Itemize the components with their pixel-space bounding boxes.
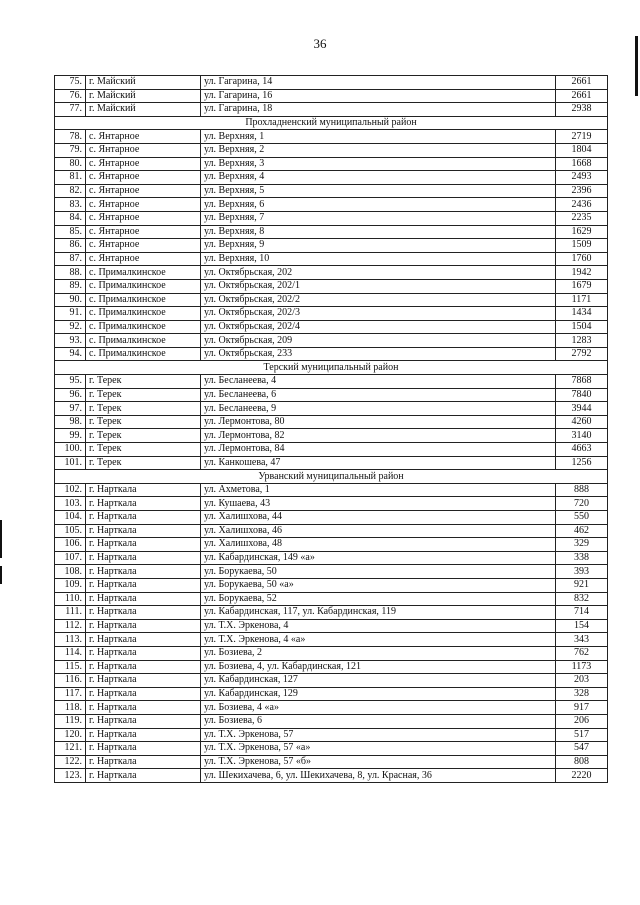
row-number: 76.	[55, 89, 86, 103]
address-cell: ул. Гагарина, 16	[201, 89, 556, 103]
scan-edge-mark	[635, 36, 638, 96]
table-row	[55, 239, 608, 253]
row-number: 96.	[55, 388, 86, 402]
value-cell: 2396	[556, 184, 608, 198]
table-row	[55, 402, 608, 416]
value-cell: 1504	[556, 320, 608, 334]
settlement-cell: с. Янтарное	[86, 157, 201, 171]
address-cell: ул. Халишхова, 48	[201, 538, 556, 552]
section-title: Терский муниципальный район	[55, 361, 608, 375]
value-cell: 517	[556, 728, 608, 742]
table-row	[55, 578, 608, 592]
table-row	[55, 619, 608, 633]
table-row	[55, 755, 608, 769]
row-number: 84.	[55, 211, 86, 225]
settlement-cell: г. Нарткала	[86, 728, 201, 742]
value-cell: 3944	[556, 402, 608, 416]
value-cell: 329	[556, 538, 608, 552]
address-cell: ул. Верхняя, 2	[201, 143, 556, 157]
settlement-cell: г. Нарткала	[86, 578, 201, 592]
settlement-cell: г. Нарткала	[86, 660, 201, 674]
table-row	[55, 633, 608, 647]
settlement-cell: г. Нарткала	[86, 619, 201, 633]
row-number: 118.	[55, 701, 86, 715]
value-cell: 3140	[556, 429, 608, 443]
row-number: 103.	[55, 497, 86, 511]
address-cell: ул. Т.Х. Эркенова, 4	[201, 619, 556, 633]
value-cell: 338	[556, 551, 608, 565]
table-row	[55, 769, 608, 783]
value-cell: 2220	[556, 769, 608, 783]
address-cell: ул. Лермонтова, 84	[201, 443, 556, 457]
table-row	[55, 293, 608, 307]
row-number: 82.	[55, 184, 86, 198]
settlement-cell: г. Нарткала	[86, 551, 201, 565]
address-cell: ул. Октябрьская, 202	[201, 266, 556, 280]
settlement-cell: г. Нарткала	[86, 483, 201, 497]
scan-edge-mark	[0, 566, 2, 584]
table-row	[55, 225, 608, 239]
row-number: 93.	[55, 334, 86, 348]
settlement-cell: с. Прималкинское	[86, 307, 201, 321]
value-cell: 1173	[556, 660, 608, 674]
row-number: 106.	[55, 538, 86, 552]
row-number: 94.	[55, 347, 86, 361]
row-number: 81.	[55, 171, 86, 185]
row-number: 111.	[55, 606, 86, 620]
table-row	[55, 592, 608, 606]
table-row	[55, 660, 608, 674]
settlement-cell: с. Янтарное	[86, 198, 201, 212]
value-cell: 393	[556, 565, 608, 579]
address-cell: ул. Бозиева, 2	[201, 646, 556, 660]
value-cell: 921	[556, 578, 608, 592]
table-row	[55, 565, 608, 579]
table-row	[55, 388, 608, 402]
settlement-cell: г. Терек	[86, 388, 201, 402]
address-cell: ул. Борукаева, 50	[201, 565, 556, 579]
table-row	[55, 171, 608, 185]
table-row	[55, 687, 608, 701]
value-cell: 547	[556, 742, 608, 756]
row-number: 119.	[55, 714, 86, 728]
table-row	[55, 103, 608, 117]
row-number: 89.	[55, 279, 86, 293]
row-number: 117.	[55, 687, 86, 701]
row-number: 120.	[55, 728, 86, 742]
address-cell: ул. Гагарина, 14	[201, 76, 556, 90]
address-cell: ул. Верхняя, 6	[201, 198, 556, 212]
row-number: 104.	[55, 511, 86, 525]
address-cell: ул. Верхняя, 5	[201, 184, 556, 198]
value-cell: 1256	[556, 456, 608, 470]
settlement-cell: г. Нарткала	[86, 497, 201, 511]
address-cell: ул. Т.Х. Эркенова, 57 «б»	[201, 755, 556, 769]
row-number: 88.	[55, 266, 86, 280]
row-number: 90.	[55, 293, 86, 307]
address-cell: ул. Кабардинская, 149 «а»	[201, 551, 556, 565]
settlement-cell: с. Янтарное	[86, 225, 201, 239]
address-cell: ул. Верхняя, 9	[201, 239, 556, 253]
section-title: Прохладненский муниципальный район	[55, 116, 608, 130]
address-cell: ул. Кабардинская, 127	[201, 674, 556, 688]
table-row	[55, 646, 608, 660]
settlement-cell: г. Майский	[86, 89, 201, 103]
row-number: 92.	[55, 320, 86, 334]
address-cell: ул. Октябрьская, 202/4	[201, 320, 556, 334]
value-cell: 1283	[556, 334, 608, 348]
row-number: 116.	[55, 674, 86, 688]
address-cell: ул. Октябрьская, 233	[201, 347, 556, 361]
row-number: 75.	[55, 76, 86, 90]
settlement-cell: г. Терек	[86, 456, 201, 470]
row-number: 109.	[55, 578, 86, 592]
value-cell: 2661	[556, 89, 608, 103]
table-row	[55, 538, 608, 552]
row-number: 101.	[55, 456, 86, 470]
table-row	[55, 157, 608, 171]
scan-edge-mark	[0, 520, 2, 558]
row-number: 107.	[55, 551, 86, 565]
address-cell: ул. Октябрьская, 202/1	[201, 279, 556, 293]
settlement-cell: с. Прималкинское	[86, 320, 201, 334]
value-cell: 1509	[556, 239, 608, 253]
address-cell: ул. Верхняя, 3	[201, 157, 556, 171]
value-cell: 2719	[556, 130, 608, 144]
value-cell: 762	[556, 646, 608, 660]
row-number: 86.	[55, 239, 86, 253]
table-row	[55, 266, 608, 280]
value-cell: 550	[556, 511, 608, 525]
row-number: 105.	[55, 524, 86, 538]
row-number: 79.	[55, 143, 86, 157]
settlement-cell: с. Прималкинское	[86, 266, 201, 280]
settlement-cell: с. Прималкинское	[86, 334, 201, 348]
address-cell: ул. Лермонтова, 82	[201, 429, 556, 443]
table-row	[55, 524, 608, 538]
value-cell: 808	[556, 755, 608, 769]
settlement-cell: г. Нарткала	[86, 701, 201, 715]
address-cell: ул. Верхняя, 1	[201, 130, 556, 144]
row-number: 80.	[55, 157, 86, 171]
row-number: 121.	[55, 742, 86, 756]
table-row	[55, 674, 608, 688]
settlement-cell: г. Нарткала	[86, 606, 201, 620]
value-cell: 2938	[556, 103, 608, 117]
address-cell: ул. Т.Х. Эркенова, 57 «а»	[201, 742, 556, 756]
value-cell: 2661	[556, 76, 608, 90]
settlement-cell: с. Янтарное	[86, 252, 201, 266]
table-row	[55, 252, 608, 266]
value-cell: 1171	[556, 293, 608, 307]
value-cell: 462	[556, 524, 608, 538]
row-number: 100.	[55, 443, 86, 457]
table-row	[55, 456, 608, 470]
row-number: 114.	[55, 646, 86, 660]
value-cell: 832	[556, 592, 608, 606]
address-cell: ул. Лермонтова, 80	[201, 415, 556, 429]
address-cell: ул. Бозиева, 6	[201, 714, 556, 728]
table-row	[55, 606, 608, 620]
settlement-cell: г. Терек	[86, 429, 201, 443]
settlement-cell: г. Майский	[86, 103, 201, 117]
table-row	[55, 415, 608, 429]
table-row	[55, 701, 608, 715]
value-cell: 2493	[556, 171, 608, 185]
address-cell: ул. Бесланеева, 6	[201, 388, 556, 402]
address-table-body	[55, 76, 608, 783]
address-cell: ул. Бесланеева, 4	[201, 375, 556, 389]
address-cell: ул. Верхняя, 10	[201, 252, 556, 266]
address-cell: ул. Верхняя, 7	[201, 211, 556, 225]
row-number: 83.	[55, 198, 86, 212]
table-row	[55, 143, 608, 157]
address-cell: ул. Октябрьская, 209	[201, 334, 556, 348]
row-number: 108.	[55, 565, 86, 579]
table-row	[55, 497, 608, 511]
value-cell: 7868	[556, 375, 608, 389]
address-cell: ул. Гагарина, 18	[201, 103, 556, 117]
row-number: 112.	[55, 619, 86, 633]
row-number: 85.	[55, 225, 86, 239]
address-cell: ул. Бозиева, 4 «а»	[201, 701, 556, 715]
address-cell: ул. Бесланеева, 9	[201, 402, 556, 416]
section-header-row	[55, 361, 608, 375]
row-number: 110.	[55, 592, 86, 606]
address-cell: ул. Кабардинская, 129	[201, 687, 556, 701]
row-number: 87.	[55, 252, 86, 266]
value-cell: 7840	[556, 388, 608, 402]
row-number: 102.	[55, 483, 86, 497]
settlement-cell: г. Нарткала	[86, 687, 201, 701]
value-cell: 2436	[556, 198, 608, 212]
settlement-cell: с. Янтарное	[86, 143, 201, 157]
value-cell: 1629	[556, 225, 608, 239]
table-row	[55, 551, 608, 565]
settlement-cell: с. Прималкинское	[86, 293, 201, 307]
settlement-cell: г. Майский	[86, 76, 201, 90]
table-row	[55, 429, 608, 443]
address-cell: ул. Октябрьская, 202/3	[201, 307, 556, 321]
page-number: 36	[313, 36, 327, 51]
address-cell: ул. Т.Х. Эркенова, 4 «а»	[201, 633, 556, 647]
section-header-row	[55, 116, 608, 130]
settlement-cell: г. Нарткала	[86, 511, 201, 525]
table-row	[55, 511, 608, 525]
value-cell: 1434	[556, 307, 608, 321]
row-number: 98.	[55, 415, 86, 429]
section-header-row	[55, 470, 608, 484]
table-row	[55, 728, 608, 742]
value-cell: 1679	[556, 279, 608, 293]
value-cell: 343	[556, 633, 608, 647]
table-row	[55, 211, 608, 225]
settlement-cell: г. Нарткала	[86, 538, 201, 552]
settlement-cell: г. Нарткала	[86, 714, 201, 728]
settlement-cell: г. Нарткала	[86, 633, 201, 647]
address-table	[54, 75, 608, 783]
table-row	[55, 714, 608, 728]
row-number: 95.	[55, 375, 86, 389]
table-row	[55, 198, 608, 212]
value-cell: 4260	[556, 415, 608, 429]
table-row	[55, 279, 608, 293]
address-cell: ул. Т.Х. Эркенова, 57	[201, 728, 556, 742]
settlement-cell: г. Нарткала	[86, 565, 201, 579]
table-row	[55, 76, 608, 90]
address-cell: ул. Кушаева, 43	[201, 497, 556, 511]
table-row	[55, 483, 608, 497]
settlement-cell: г. Терек	[86, 443, 201, 457]
table-row	[55, 347, 608, 361]
table-row	[55, 89, 608, 103]
settlement-cell: г. Нарткала	[86, 742, 201, 756]
row-number: 91.	[55, 307, 86, 321]
value-cell: 203	[556, 674, 608, 688]
row-number: 78.	[55, 130, 86, 144]
address-cell: ул. Октябрьская, 202/2	[201, 293, 556, 307]
settlement-cell: г. Нарткала	[86, 674, 201, 688]
value-cell: 2792	[556, 347, 608, 361]
settlement-cell: с. Янтарное	[86, 171, 201, 185]
settlement-cell: г. Нарткала	[86, 755, 201, 769]
table-row	[55, 375, 608, 389]
value-cell: 4663	[556, 443, 608, 457]
table-row	[55, 307, 608, 321]
settlement-cell: г. Терек	[86, 402, 201, 416]
settlement-cell: г. Терек	[86, 375, 201, 389]
address-cell: ул. Шекихачева, 6, ул. Шекихачева, 8, ул. Красная, 36	[201, 769, 556, 783]
table-row	[55, 443, 608, 457]
address-cell: ул. Кабардинская, 117, ул. Кабардинская, 119	[201, 606, 556, 620]
settlement-cell: с. Янтарное	[86, 184, 201, 198]
table-row	[55, 334, 608, 348]
value-cell: 1760	[556, 252, 608, 266]
row-number: 97.	[55, 402, 86, 416]
settlement-cell: с. Янтарное	[86, 211, 201, 225]
value-cell: 888	[556, 483, 608, 497]
table-row	[55, 742, 608, 756]
settlement-cell: с. Прималкинское	[86, 347, 201, 361]
address-cell: ул. Бозиева, 4, ул. Кабардинская, 121	[201, 660, 556, 674]
address-cell: ул. Халишхова, 44	[201, 511, 556, 525]
row-number: 115.	[55, 660, 86, 674]
table-row	[55, 184, 608, 198]
settlement-cell: с. Прималкинское	[86, 279, 201, 293]
settlement-cell: с. Янтарное	[86, 130, 201, 144]
table-row	[55, 320, 608, 334]
row-number: 113.	[55, 633, 86, 647]
settlement-cell: с. Янтарное	[86, 239, 201, 253]
row-number: 123.	[55, 769, 86, 783]
address-cell: ул. Халишхова, 46	[201, 524, 556, 538]
value-cell: 1942	[556, 266, 608, 280]
settlement-cell: г. Терек	[86, 415, 201, 429]
address-cell: ул. Борукаева, 50 «а»	[201, 578, 556, 592]
value-cell: 328	[556, 687, 608, 701]
settlement-cell: г. Нарткала	[86, 769, 201, 783]
value-cell: 720	[556, 497, 608, 511]
value-cell: 1668	[556, 157, 608, 171]
value-cell: 917	[556, 701, 608, 715]
settlement-cell: г. Нарткала	[86, 524, 201, 538]
value-cell: 1804	[556, 143, 608, 157]
address-cell: ул. Ахметова, 1	[201, 483, 556, 497]
row-number: 99.	[55, 429, 86, 443]
value-cell: 2235	[556, 211, 608, 225]
value-cell: 154	[556, 619, 608, 633]
table-row	[55, 130, 608, 144]
address-cell: ул. Верхняя, 8	[201, 225, 556, 239]
row-number: 122.	[55, 755, 86, 769]
address-cell: ул. Верхняя, 4	[201, 171, 556, 185]
row-number: 77.	[55, 103, 86, 117]
value-cell: 206	[556, 714, 608, 728]
section-title: Урванский муниципальный район	[55, 470, 608, 484]
address-cell: ул. Канкошева, 47	[201, 456, 556, 470]
settlement-cell: г. Нарткала	[86, 646, 201, 660]
value-cell: 714	[556, 606, 608, 620]
settlement-cell: г. Нарткала	[86, 592, 201, 606]
address-cell: ул. Борукаева, 52	[201, 592, 556, 606]
